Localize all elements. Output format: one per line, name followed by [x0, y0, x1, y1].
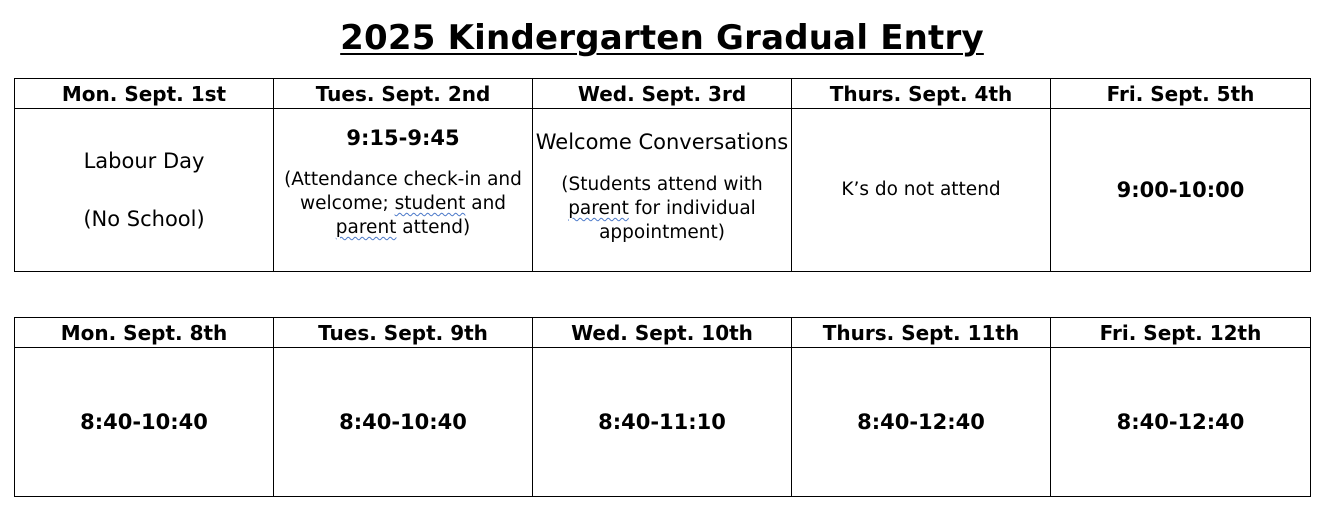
week1-schedule-table — [14, 78, 1311, 272]
week1-day-wed: Wed. Sept. 3rd — [533, 79, 792, 109]
parent-word: parent — [335, 217, 397, 238]
week2-day-mon: Mon. Sept. 8th — [15, 318, 274, 348]
week1-body-row — [15, 109, 1311, 272]
labour-day-label: Labour Day — [83, 149, 205, 173]
week1-day-thu: Thurs. Sept. 4th — [792, 79, 1051, 109]
week1-tue-note: (Attendance check-in and welcome; student and parent attend) — [284, 169, 522, 238]
week1-header-row — [15, 79, 1311, 109]
week2-schedule-table — [14, 317, 1311, 497]
welcome-conversations-title: Welcome Conversations — [535, 130, 789, 154]
week1-day-tue: Tues. Sept. 2nd — [274, 79, 533, 109]
week1-day-fri: Fri. Sept. 5th — [1051, 79, 1311, 109]
week2-day-fri: Fri. Sept. 12th — [1051, 318, 1311, 348]
week1-wed-note: (Students attend with parent for individual appointment) — [561, 174, 763, 243]
week1-fri-time: 9:00-10:00 — [1051, 109, 1311, 272]
week2-header-row — [15, 318, 1311, 348]
week2-fri-time: 8:40-12:40 — [1051, 348, 1311, 497]
week2-day-thu: Thurs. Sept. 11th — [792, 318, 1051, 348]
week2-wed-time: 8:40-11:10 — [533, 348, 792, 497]
week2-day-wed: Wed. Sept. 10th — [533, 318, 792, 348]
page-title: 2025 Kindergarten Gradual Entry — [340, 18, 984, 58]
no-school-label: (No School) — [83, 207, 205, 231]
week2-body-row — [15, 348, 1311, 497]
week1-mon-cell — [15, 109, 274, 272]
week2-thu-time: 8:40-12:40 — [792, 348, 1051, 497]
week1-tue-cell — [274, 109, 533, 272]
week1-wed-cell — [533, 109, 792, 272]
week1-tue-time: 9:15-9:45 — [346, 126, 460, 150]
week1-thu-cell: K’s do not attend — [792, 109, 1051, 272]
parent-word-wed: parent — [568, 198, 629, 219]
week2-tue-time: 8:40-10:40 — [274, 348, 533, 497]
student-word: student — [394, 193, 466, 214]
week1-day-mon: Mon. Sept. 1st — [15, 79, 274, 109]
week2-mon-time: 8:40-10:40 — [15, 348, 274, 497]
week2-day-tue: Tues. Sept. 9th — [274, 318, 533, 348]
